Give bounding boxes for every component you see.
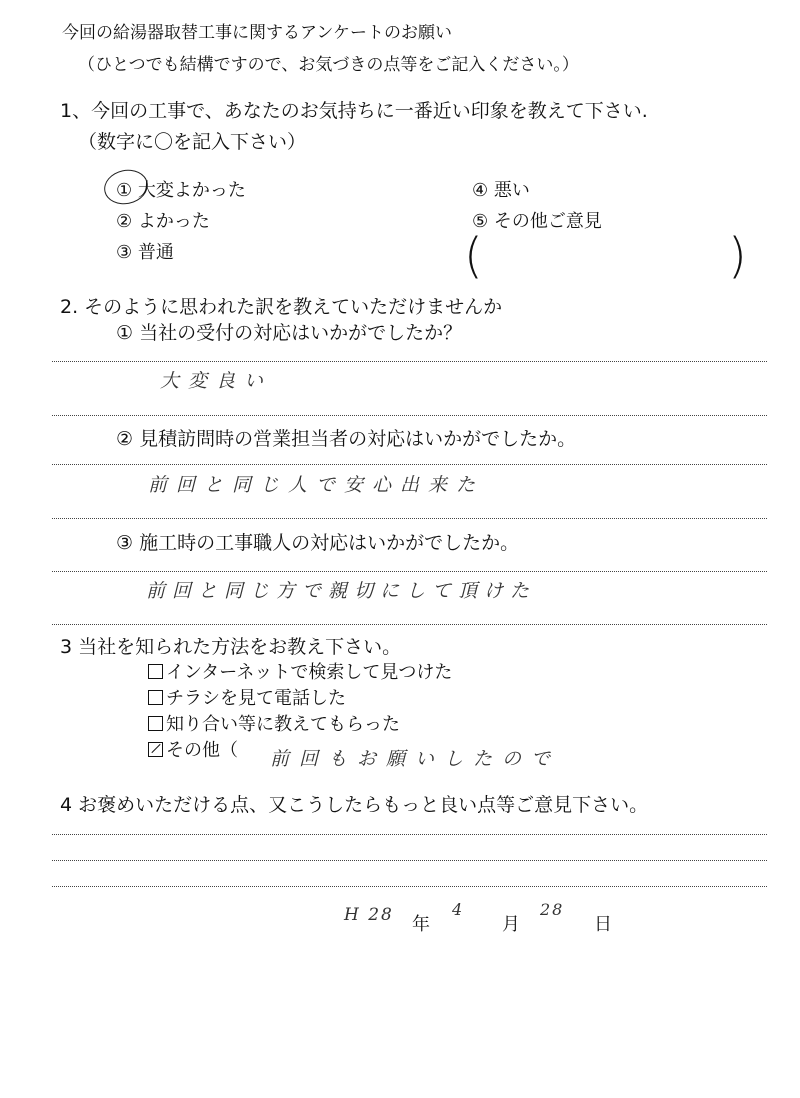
date-month-label: 月 [502, 914, 520, 935]
q2-sub2-answer[interactable]: 前回と同じ人で安心出来た [148, 474, 485, 496]
survey-subtitle: （ひとつでも結構ですので、お気づきの点等をご記入ください。） [78, 55, 579, 75]
q3-option-internet[interactable] [148, 658, 452, 684]
checkbox[interactable] [148, 664, 163, 679]
q1-option-1[interactable]: ① 大変よかった [116, 180, 246, 201]
checkbox[interactable] [148, 716, 163, 731]
answer-line [52, 834, 767, 835]
close-paren: ) [728, 228, 747, 284]
q3-option-acquaintance[interactable] [148, 710, 400, 736]
q1-option-2[interactable]: ② よかった [116, 211, 210, 232]
date-month[interactable]: 4 [452, 900, 472, 919]
date-year-label: 年 [412, 914, 430, 935]
date-day-label: 日 [594, 914, 612, 935]
answer-line [52, 886, 767, 887]
date-day[interactable]: 28 [540, 900, 565, 919]
answer-line [52, 571, 767, 572]
q2-sub3-answer[interactable]: 前回と同じ方で親切にして頂けた [146, 580, 537, 602]
q2-sub2-label: ② 見積訪問時の営業担当者の対応はいかがでしたか。 [116, 428, 577, 450]
q3-option-label: 知り合い等に教えてもらった [166, 714, 400, 735]
q1-question: 1、今回の工事で、あなたのお気持ちに一番近い印象を教えて下さい. [60, 100, 648, 122]
q1-note: （数字に〇を記入下さい） [78, 131, 307, 153]
answer-line [52, 415, 767, 416]
answer-line [52, 518, 767, 519]
q1-option-3[interactable]: ③ 普通 [116, 242, 174, 263]
q3-option-other[interactable] [148, 736, 238, 762]
q3-question: 3 当社を知られた方法をお教え下さい。 [60, 636, 402, 658]
q3-option-label: チラシを見て電話した [166, 688, 346, 709]
q3-option-label: インターネットで検索して見つけた [166, 662, 453, 683]
checkbox[interactable] [148, 690, 163, 705]
q1-option-5[interactable]: ⑤ その他ご意見 [472, 211, 602, 232]
checkbox-checked[interactable] [148, 742, 163, 757]
answer-line [52, 624, 767, 625]
answer-line [52, 361, 767, 362]
q1-option-4[interactable]: ④ 悪い [472, 180, 530, 201]
q2-sub1-answer[interactable]: 大変良い [160, 370, 273, 392]
answer-line [52, 860, 767, 861]
q3-other-answer[interactable]: 前回もお願いしたので [270, 748, 561, 770]
answer-line [52, 464, 767, 465]
q4-question: 4 お褒めいただける点、又こうしたらもっと良い点等ご意見下さい。 [60, 794, 649, 816]
date-era-year[interactable]: H 28 [344, 905, 394, 925]
q2-sub1-label: ① 当社の受付の対応はいかがでしたか？ [116, 322, 463, 344]
q2-sub3-label: ③ 施工時の工事職人の対応はいかがでしたか。 [116, 532, 520, 554]
q2-question: 2. そのように思われた訳を教えていただけませんか [60, 296, 503, 318]
open-paren: ( [464, 228, 483, 284]
q3-option-flyer[interactable] [148, 684, 346, 710]
survey-title: 今回の給湯器取替工事に関するアンケートのお願い [62, 23, 452, 43]
q3-option-label: その他（ [166, 740, 238, 761]
